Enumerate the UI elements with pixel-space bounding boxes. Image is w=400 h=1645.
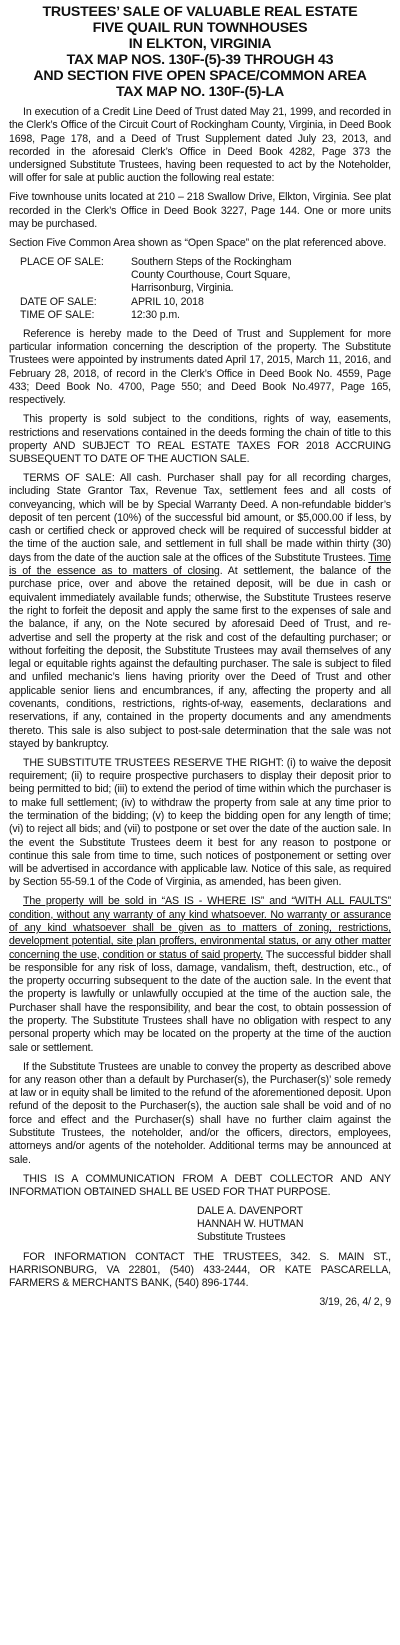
time-of-sale-label: TIME OF SALE: (20, 308, 95, 321)
notice-headline (9, 4, 391, 100)
headline-line: TAX MAP NO. 130F-(5)-LA (116, 84, 284, 100)
signature-line: HANNAH W. HUTMAN (197, 1217, 304, 1230)
debt-collector-notice: THIS IS A COMMUNICATION FROM A DEBT COLLECTOR AND ANY INFORMATION OBTAINED SHALL BE USED FOR THAT PURPOSE. (9, 1172, 391, 1198)
place-of-sale-value (131, 256, 291, 296)
reference-paragraph: Reference is hereby made to the Deed of Trust and Supplement for more particular information concerning the description of the property. The Substitute Trustees were appointed by instruments dated April 17, 2015, March 11, 2016, and February 28, 2018, of record in the Clerk’s Office in Deed Book No. 4559, Page 433; Deed Book No. 4700, Page 550; and Deed Book No.4977, Page 165, respectively. (9, 327, 391, 407)
place-line: Harrisonburg, Virginia. (131, 282, 234, 295)
reserve-right-paragraph: THE SUBSTITUTE TRUSTEES RESERVE THE RIGHT: (i) to waive the deposit requirement; (ii) to require prospective purchasers to display their deposit prior to being permitted to bid; (iii) to extend the period of time within which the purchaser is to make full settlement; (iv) to withdraw the property from sale at any time prior to the termination of the bidding; (v) to keep the bidding open for any length of time; (vi) to reject all bids; and (vii) to postpone or set over the date of the auction sale. In the event the Substitute Trustees deem it best for any reason to postpone or continue this sale from time to time, such notices of postponement or setting over will be advertised in accordance with applicable law. Notice of this sale, as required by Section 55-59.1 of the Code of Virginia, as amended, has been given. (9, 756, 391, 889)
terms-closing-underlined: Time is of the essence as to matters of closing (9, 551, 391, 578)
as-is-text: The successful bidder shall be responsible for any risk of loss, damage, vandalism, theft, destruction, etc., of the property occurring subsequent to the date of the auction sale. In the event that the property is lawfully or unlawfully occupied at the time of the auction sale, the Purchaser shall have the responsibility, and bear the cost, to obtain possession of the property. The Substitute Trustees shall have no obligation with respect to any personal property which may be located on the property at the time of the auction sale or settlement. (9, 948, 391, 1054)
date-of-sale-value: APRIL 10, 2018 (131, 295, 204, 308)
terms-text-continued: . At settlement, the balance of the purchase price, over and above the retained deposit, will be due in cash or equivalent immediately available funds; otherwise, the Substitute Trustees reserve the right to forfeit the deposit and apply the same first to the expenses of sale and the balance, if any, on the Note secured by aforesaid Deed of Trust, and re-advertise and sell the property at the risk and cost of the defaulting purchaser; or without forfeiting the deposit, the Substitute Trustees may avail themselves of any legal or equitable rights against the defaulting purchaser. The sale is subject to filed and unfiled mechanic’s liens having priority over the Deed of Trust and other applicable senior liens and encumbrances, if any, affecting the property and all covenants, conditions, restrictions, rights-of-way, easements, declarations and reservations, if any, contained in the property documents and any amendments thereto. This sale is also subject to post-sale determination that the sale was not stayed by bankruptcy. (9, 565, 391, 750)
sale-details (20, 256, 291, 322)
subject-to-paragraph: This property is sold subject to the conditions, rights of way, easements, restrictions and reservations contained in the deeds forming the chain of title to this property AND SUBJECT TO REAL ESTATE TAXES FOR 2018 ACCRUING SUBSEQUENT TO DATE OF THE AUCTION SALE. (9, 413, 391, 466)
contact-paragraph: FOR INFORMATION CONTACT THE TRUSTEES, 342. S. MAIN ST., HARRISONBURG, VA 22801, (540) 433-2444, OR KATE PASCARELLA, FARMERS & MERCHANTS BANK, (540) 896-1744. (9, 1250, 391, 1290)
as-is-underlined: The property will be sold in “AS IS - WHERE IS” and “WITH ALL FAULTS” condition, without any warranty of any kind whatsoever. No warranty or assurance of any kind whatsoever shall be given as to matters of zoning, restrictions, development potential, site plan proffers, environmental status, or any other matter concerning the use, condition or status of said property. (9, 895, 391, 961)
headline-line: TAX MAP NOS. 130F-(5)-39 THROUGH 43 (66, 52, 334, 68)
headline-line: FIVE QUAIL RUN TOWNHOUSES (92, 20, 308, 36)
time-of-sale-value: 12:30 p.m. (131, 308, 180, 321)
run-dates: 3/19, 26, 4/ 2, 9 (319, 1296, 391, 1309)
headline-line: TRUSTEES’ SALE OF VALUABLE REAL ESTATE (42, 4, 358, 20)
headline-line: IN ELKTON, VIRGINIA (128, 36, 272, 52)
intro-paragraph: In execution of a Credit Line Deed of Trust dated May 21, 1999, and recorded in the Clerk’s Office of the Circuit Court of Rockingham County, Virginia, in Deed Book 1698, Page 178, and a Deed of Trust Supplement dated July 23, 2013, and recorded in the aforesaid Clerk’s Office in Deed Book 4282, Page 373 the undersigned Substitute Trustees, having been requested to act by the Noteholder, will offer for sale at public auction the following real estate: (9, 106, 391, 185)
headline-line: AND SECTION FIVE OPEN SPACE/COMMON AREA (33, 68, 367, 84)
trustee-signatures (197, 1205, 391, 1245)
signature-line: Substitute Trustees (197, 1231, 286, 1244)
date-of-sale-label: DATE OF SALE: (20, 295, 97, 308)
unable-to-convey-paragraph: If the Substitute Trustees are unable to convey the property as described above for any reason other than a default by Purchaser(s), the Purchaser(s)’ sole remedy at law or in equity shall be limited to the refund of the aforementioned deposit. Upon refund of the deposit to the Purchaser(s), the auction sale shall be void and of no force and effect and the Purchaser(s) shall have no further claim against the Substitute Trustees, the noteholder, and/or the officers, directors, employees, attorneys and/or agents of the noteholder. Additional terms may be announced at sale. (9, 1060, 391, 1166)
terms-of-sale-paragraph (9, 472, 391, 751)
terms-text: TERMS OF SALE: All cash. Purchaser shall pay for all recording charges, including State Grantor Tax, Revenue Tax, settlement fees and all costs of conveyancing, which will be by Special Warranty Deed. A non-refundable bidder’s deposit of ten percent (10%) of the successful bid amount, or $5,000.00 if less, by cash or certified check or approved check will be required of successful bidder at the time of the auction sale, and settlement in full shall be made within thirty (30) days from the date of the auction sale at the offices of the Substitute Trustees. (9, 471, 391, 564)
place-line: County Courthouse, Court Square, (131, 269, 291, 282)
as-is-paragraph (9, 895, 391, 1055)
signature-line: DALE A. DAVENPORT (197, 1204, 303, 1217)
common-area-paragraph: Section Five Common Area shown as “Open Space” on the plat referenced above. (9, 236, 387, 249)
place-line: Southern Steps of the Rockingham (131, 255, 292, 268)
units-paragraph: Five townhouse units located at 210 – 218 Swallow Drive, Elkton, Virginia. See plat recorded in the Clerk’s Office in Deed Book 3227, Page 144. One or more units may be purchased. (9, 191, 391, 230)
place-of-sale-label: PLACE OF SALE: (20, 255, 104, 268)
